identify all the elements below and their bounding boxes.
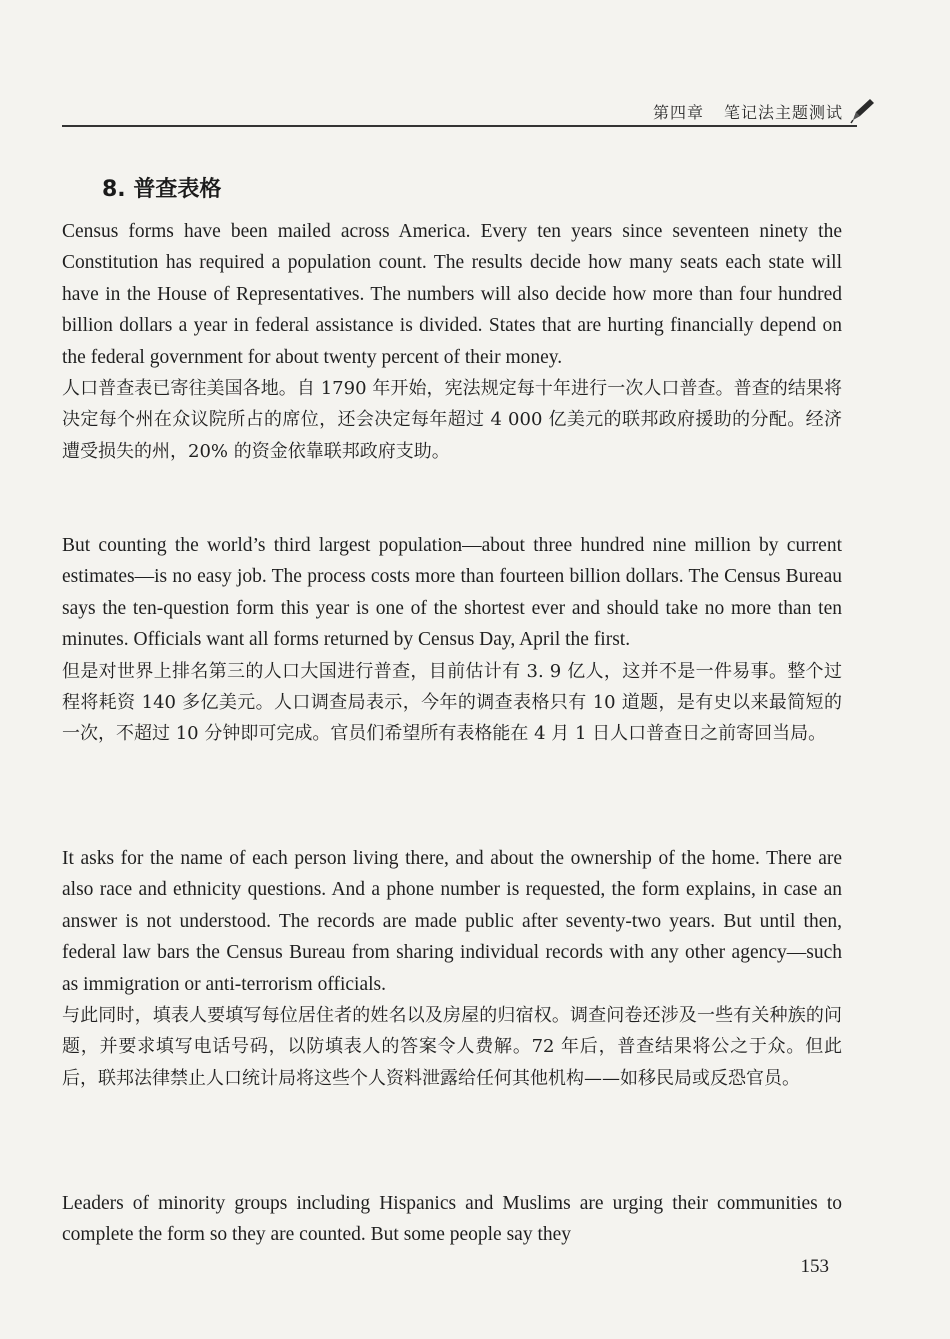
chinese-translation: 与此同时，填表人要填写每位居住者的姓名以及房屋的归宿权。调查问卷还涉及一些有关种族的问题，并要求填写电话号码，以防填表人的答案令人费解。72 年后，普查结果将公之于众。但此后，联邦法律禁止人口统计局将这些个人资料泄露给任何其他机构——如移民局或反恐官员。 (62, 1005, 842, 1089)
paragraph-block (62, 1188, 842, 1251)
english-paragraph: Census forms have been mailed across America. Every ten years since seventeen ninety the Constitution has required a population count. The results decide how many seats each state will have in the House of Representatives. The numbers will also decide how more than four hundred billion dollars a year in federal assistance is divided. States that are hurting financially depend on the federal government for about twenty percent of their money. (62, 221, 842, 368)
header-rule (62, 125, 857, 127)
english-paragraph: It asks for the name of each person living there, and about the ownership of the home. There are also race and ethnicity questions. And a phone number is requested, the form explains, in case an answer is not understood. The records are made public after seventy-two years. But until then, federal law bars the Census Bureau from sharing individual records with any other agency—such as immigration or anti-terrorism officials. (62, 848, 842, 995)
paragraph-block (62, 216, 842, 467)
header-chapter: 第四章 (652, 103, 704, 122)
header-text (653, 100, 843, 123)
page-number: 153 (800, 1256, 829, 1277)
chinese-translation: 人口普查表已寄往美国各地。自 1790 年开始，宪法规定每十年进行一次人口普查。普查的结果将决定每个州在众议院所占的席位，还会决定每年超过 4 000 亿美元的联邦政府援助的分配。经济遭受损失的州，20% 的资金依靠联邦政府支助。 (62, 378, 842, 462)
paragraph-block (62, 530, 842, 750)
english-paragraph: Leaders of minority groups including Hispanics and Muslims are urging their communities to complete the form so they are counted. But some people say they (62, 1193, 842, 1246)
pen-icon (849, 96, 877, 124)
paragraph-block (62, 843, 842, 1094)
chinese-translation: 但是对世界上排名第三的人口大国进行普查，目前估计有 3. 9 亿人，这并不是一件易事。整个过程将耗资 140 多亿美元。人口调查局表示，今年的调查表格只有 10 道题，是有史以来最简短的一次，不超过 10 分钟即可完成。官员们希望所有表格能在 4 月 1 日人口普查日之前寄回当局。 (62, 660, 842, 745)
english-paragraph: But counting the world’s third largest population—about three hundred nine million by current estimates—is no easy job. The process costs more than fourteen billion dollars. The Census Bureau says the ten-question form this year is one of the shortest ever and should take no more than ten minutes. Officials want all forms returned by Census Day, April the first. (62, 535, 842, 651)
section-title: 8. 普查表格 (102, 177, 222, 202)
running-header (62, 96, 877, 130)
header-title: 笔记法主题测试 (723, 103, 843, 122)
